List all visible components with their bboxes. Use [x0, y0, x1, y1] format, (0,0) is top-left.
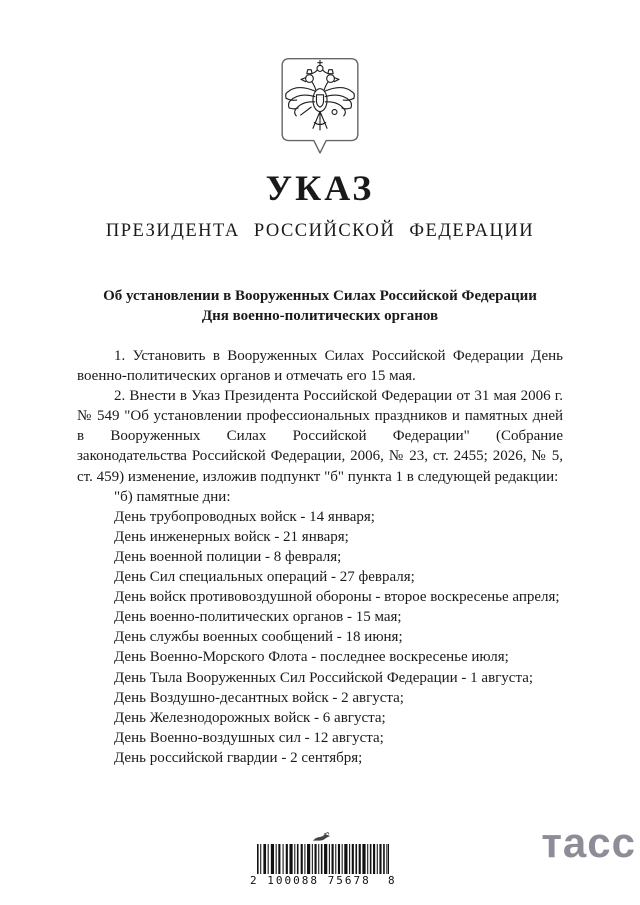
list-item: День службы военных сообщений - 18 июня; [114, 629, 403, 646]
doc-title: УКАЗ [265, 168, 375, 208]
list-item: День военной полиции - 8 февраля; [114, 548, 342, 565]
barcode-bars [257, 844, 389, 874]
publisher-mark-icon [310, 832, 336, 843]
list-item: День Военно-Морского Флота - последнее воскресенье июля; [114, 649, 509, 666]
paragraph: 2. Внести в Указ Президента Российской Федерации от 31 мая 2006 г. № 549 "Об установлении профессиональных праздников и памятных дней в Вооруженных Силах Российской Федерации" (Собрание законодательства Российской Федерации, 2006, № 23, ст. 2455; 2026, № 5, ст. 459) изменение, изложив подпункт "б" пункта 1 в следующей редакции: [77, 388, 563, 485]
list-item: День войск противовоздушной обороны - второе воскресенье апреля; [114, 589, 560, 606]
doc-subject-line1: Об установлении в Вооруженных Силах Российской Федерации [103, 288, 537, 304]
list-item: День Железнодорожных войск - 6 августа; [114, 709, 386, 726]
double-headed-eagle-icon [276, 56, 364, 160]
barcode [250, 832, 396, 887]
doc-subject-line2: Дня военно-политических органов [201, 308, 439, 324]
list-item: День военно-политических органов - 15 мая; [114, 609, 402, 626]
list-item: День Сил специальных операций - 27 февраля; [114, 569, 415, 586]
doc-body [77, 346, 563, 768]
list-item: День Воздушно-десантных войск - 2 августа; [114, 689, 404, 706]
barcode-digits: 2 100088 75678 8 [250, 874, 397, 887]
list-item: День трубопроводных войск - 14 января; [114, 508, 375, 525]
list-item: День Тыла Вооруженных Сил Российской Федерации - 1 августа; [114, 669, 534, 686]
list-item: День Военно-воздушных сил - 12 августа; [114, 729, 384, 746]
doc-subject [0, 286, 640, 326]
paragraph: 1. Установить в Вооруженных Силах Российской Федерации День военно-политических органов и отмечать его 15 мая. [77, 348, 563, 385]
paragraph: "б) памятные дни: [114, 488, 231, 505]
tass-logo: тасс [541, 819, 636, 866]
doc-subtitle: ПРЕЗИДЕНТА РОССИЙСКОЙ ФЕДЕРАЦИИ [105, 221, 535, 241]
list-item: День инженерных войск - 21 января; [114, 528, 349, 545]
coat-of-arms [276, 56, 364, 160]
list-item: День российской гвардии - 2 сентября; [114, 749, 363, 766]
